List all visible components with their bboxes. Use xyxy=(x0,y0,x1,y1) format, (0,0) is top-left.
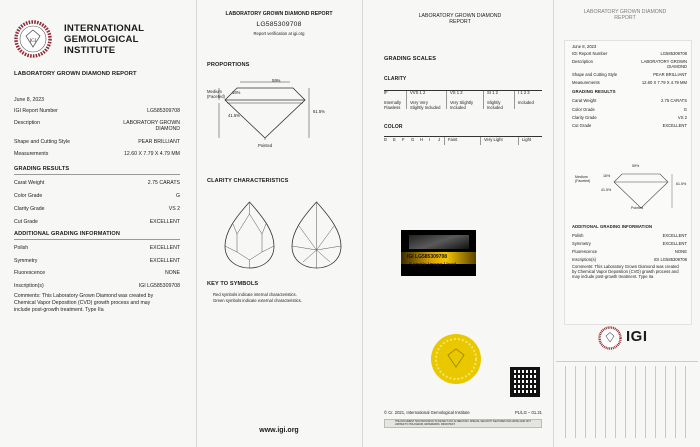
card-symmetry-row xyxy=(572,241,687,246)
card-clarity-row xyxy=(572,115,687,120)
color-grade: I xyxy=(429,137,431,142)
inscription-value: IGI LG585309708 xyxy=(138,283,180,289)
card-description-row xyxy=(572,59,687,70)
report-number-value: LG585309708 xyxy=(147,108,180,114)
card-number-value: LG585309708 xyxy=(660,51,687,56)
card-inscription-label: Inscription(s) xyxy=(572,257,596,262)
card-color-label: Color Grade xyxy=(572,107,595,112)
clarity-desc: Internally Flawless xyxy=(384,100,401,110)
clarity-value: VS 2 xyxy=(168,206,180,212)
crown-pct: 16% xyxy=(232,90,241,95)
form-code: PL/LG – 01.21 xyxy=(515,410,543,415)
card-cut-value: EXCELLENT xyxy=(662,123,687,128)
card-symmetry-value: EXCELLENT xyxy=(662,241,687,246)
card-crown-pct: 16% xyxy=(603,174,611,178)
clarity-desc: Slightly Included xyxy=(487,100,503,110)
card-description-value xyxy=(641,60,687,70)
measurements-label: Measurements xyxy=(14,151,49,157)
card-header: LABORATORY GROWN DIAMOND REPORT xyxy=(583,9,667,22)
clarity-grade: SI 1 2 xyxy=(487,90,498,95)
clarity-row xyxy=(14,206,180,212)
svg-text:IGI: IGI xyxy=(29,39,37,44)
clarity-desc: Included xyxy=(518,100,534,105)
divider xyxy=(483,91,484,109)
culet-label: Pointed xyxy=(258,143,273,148)
symmetry-value: EXCELLENT xyxy=(149,258,180,264)
card-description-line: DIAMOND xyxy=(667,63,687,69)
card-inscription-value: IGI LG585309708 xyxy=(653,257,687,262)
card-polish-label: Polish xyxy=(572,233,584,238)
cut-label: Cut Grade xyxy=(14,219,38,225)
carat-value: 2.75 CARATS xyxy=(147,180,180,186)
center-title: LABORATORY GROWN DIAMOND REPORT xyxy=(225,11,333,17)
fold-line xyxy=(362,0,363,447)
institute-name-line: INSTITUTE xyxy=(64,45,116,57)
measurements-row xyxy=(14,151,180,157)
website-link[interactable]: www.igi.org xyxy=(259,427,299,434)
card-fluorescence-label: Fluorescence xyxy=(572,249,598,254)
sample-caption: Sample Image Used xyxy=(409,262,456,268)
card-color-value: G xyxy=(683,107,687,112)
card-depth-pct: 61.5% xyxy=(676,182,687,186)
grading-title: GRADING RESULTS xyxy=(14,166,70,172)
card-measurements-row xyxy=(572,80,687,85)
description-label: Description xyxy=(14,120,40,126)
clarity-grade: I 1 2 3 xyxy=(518,90,530,95)
sample-inscription-image xyxy=(401,230,476,276)
shape-value: PEAR BRILLIANT xyxy=(138,139,180,145)
divider xyxy=(14,239,180,240)
color-label: Color Grade xyxy=(14,193,43,199)
card-shape-value: PEAR BRILLIANT xyxy=(653,72,687,77)
card-shape-row xyxy=(572,72,687,77)
color-grade: J xyxy=(438,137,441,142)
color-row xyxy=(14,193,180,199)
girdle-label: Medium (Faceted) xyxy=(207,89,225,99)
clarity-grade: VVS 1 2 xyxy=(410,90,426,95)
hologram-icon xyxy=(430,333,482,385)
card-additional-title: ADDITIONAL GRADING INFORMATION xyxy=(572,224,653,229)
institute-name-line: INTERNATIONAL xyxy=(64,23,145,34)
color-grade: G xyxy=(411,137,415,142)
color-grade: D xyxy=(384,137,388,142)
card-culet-label: Pointed xyxy=(631,206,644,210)
card-color-row xyxy=(572,107,687,112)
facet-reflection xyxy=(409,235,469,249)
clarity-label: Clarity Grade xyxy=(14,206,45,212)
inscription-row xyxy=(14,283,180,289)
card-cut-label: Cut Grade xyxy=(572,123,592,128)
card-date: June 8, 2023 xyxy=(572,44,597,49)
pear-plot-pavilion xyxy=(289,200,344,270)
institute-name-line: GEMOLOGICAL xyxy=(64,34,139,46)
shape-label: Shape and Cutting Style xyxy=(14,139,70,145)
carat-row xyxy=(14,180,180,186)
pear-plot-crown xyxy=(222,200,277,270)
polish-label: Polish xyxy=(14,245,29,251)
cut-row xyxy=(14,219,180,225)
key-symbols-title: KEY TO SYMBOLS xyxy=(207,281,259,287)
card-number-row xyxy=(572,51,687,56)
card-igi-seal-icon xyxy=(598,326,622,350)
card-measurements-label: Measurements xyxy=(572,80,600,85)
clarity-desc: Very Slightly Included xyxy=(450,100,474,110)
card-clarity-value: VS 2 xyxy=(677,115,687,120)
carat-label: Carat Weight xyxy=(14,180,45,186)
divider xyxy=(406,91,407,109)
divider xyxy=(518,137,519,145)
card-carat-label: Carat Weight xyxy=(572,98,597,103)
sample-inscription-text: IGI LG585309708 xyxy=(407,254,448,260)
fluorescence-label: Fluorescence xyxy=(14,270,46,276)
divider xyxy=(14,174,180,175)
verification-note: Report verification at igi.org xyxy=(253,31,305,36)
card-number-label: IGI Report Number xyxy=(572,51,608,56)
description-value xyxy=(123,120,180,133)
comments: Comments: This Laboratory Grown Diamond was created by Chemical Vapor Deposition (CVD) growth process and may include post-growth treatment. Type IIa xyxy=(14,293,154,313)
igi-seal-icon xyxy=(14,20,52,58)
card-inscription-row xyxy=(572,257,687,262)
color-desc: Faint xyxy=(448,137,458,142)
divider xyxy=(446,91,447,109)
cut-value: EXCELLENT xyxy=(149,219,180,225)
divider xyxy=(556,361,698,362)
fluorescence-value: NONE xyxy=(165,270,180,276)
inscription-label: Inscription(s) xyxy=(14,283,44,289)
card-measurements-value: 12.60 X 7.79 X 4.79 MM xyxy=(641,80,687,85)
card-shape-label: Shape and Cutting Style xyxy=(572,72,618,77)
clarity-grade: VS 1 2 xyxy=(450,90,463,95)
symmetry-row xyxy=(14,258,180,264)
polish-value: EXCELLENT xyxy=(149,245,180,251)
security-disclaimer: THE DOCUMENT HAS PROVISION TO DETECT ANY ALTERATION. SPECIAL SECURITY FEATURES INCLUDING AND NOT LIMITED TO HOLOGRAM, WATERMARK, MICROTEXT. xyxy=(384,419,542,428)
clarity-scale-title: CLARITY xyxy=(384,76,407,82)
key-green-note: Green symbols indicate external characteristics. xyxy=(213,298,302,303)
report-number-label: IGI Report Number xyxy=(14,108,58,114)
card-polish-row xyxy=(572,233,687,238)
table-pct: 59% xyxy=(272,78,281,83)
fluorescence-row xyxy=(14,270,180,276)
card-fluorescence-value: NONE xyxy=(674,249,687,254)
card-cut-row xyxy=(572,123,687,128)
center-report-number: LG585309708 xyxy=(256,21,302,28)
clarity-desc: Very Very Slightly Included xyxy=(410,100,441,110)
color-desc: Very Light xyxy=(484,137,503,142)
description-line: LABORATORY GROWN xyxy=(123,120,180,126)
card-comments: Comments: This Laboratory Grown Diamond was created by Chemical Vapor Deposition (CVD) growth process and may include post-growth treatment. Type IIa xyxy=(572,264,679,279)
card-grading-title: GRADING RESULTS xyxy=(572,89,616,94)
card-description-line: LABORATORY GROWN xyxy=(641,59,687,64)
fold-line xyxy=(196,0,197,447)
color-grade: E xyxy=(393,137,396,142)
card-polish-value: EXCELLENT xyxy=(662,233,687,238)
card-carat-value: 2.75 CARATS xyxy=(661,98,687,103)
additional-title: ADDITIONAL GRADING INFORMATION xyxy=(14,231,120,237)
color-scale-title: COLOR xyxy=(384,124,403,130)
card-pavilion-pct: 41.5% xyxy=(601,188,612,192)
card-carat-row xyxy=(572,98,687,103)
shape-row xyxy=(14,139,180,145)
scales-header: LABORATORY GROWN DIAMOND REPORT xyxy=(418,13,502,26)
card-girdle-label: Medium (Faceted) xyxy=(575,175,591,184)
color-grade: H xyxy=(420,137,424,142)
clarity-grade: IF xyxy=(384,90,388,95)
proportions-title: PROPORTIONS xyxy=(207,62,250,68)
description-row xyxy=(14,120,180,133)
color-desc: Light xyxy=(522,137,532,142)
card-back-rotated-text xyxy=(560,366,694,438)
report-type: LABORATORY GROWN DIAMOND REPORT xyxy=(14,71,137,77)
divider xyxy=(514,91,515,109)
card-fluorescence-row xyxy=(572,249,687,254)
clarity-characteristics-title: CLARITY CHARACTERISTICS xyxy=(207,178,289,184)
depth-pct: 61.5% xyxy=(313,109,325,114)
key-red-note: Red symbols indicate internal characteristics. xyxy=(213,292,297,297)
fold-line xyxy=(553,0,554,447)
copyright: © Cr. 2021, International Gemological Institute xyxy=(384,410,470,415)
description-line: DIAMOND xyxy=(155,126,180,133)
divider xyxy=(480,137,481,145)
color-value: G xyxy=(175,193,180,199)
card-description-label: Description xyxy=(572,59,593,64)
card-clarity-label: Clarity Grade xyxy=(572,115,597,120)
card-symmetry-label: Symmetry xyxy=(572,241,591,246)
card-table-pct: 59% xyxy=(632,164,640,168)
report-date: June 8, 2023 xyxy=(14,97,44,103)
measurements-value: 12.60 X 7.79 X 4.79 MM xyxy=(124,151,180,157)
divider xyxy=(444,137,445,145)
card-logo-text: IGI xyxy=(626,328,648,345)
grading-scales-title: GRADING SCALES xyxy=(384,56,437,62)
color-grade: F xyxy=(402,137,405,142)
institute-name xyxy=(64,23,144,57)
polish-row xyxy=(14,245,180,251)
qr-code-icon[interactable] xyxy=(510,367,540,397)
pavilion-pct: 41.5% xyxy=(228,113,240,118)
symmetry-label: Symmetry xyxy=(14,258,38,264)
report-number-row xyxy=(14,108,180,114)
